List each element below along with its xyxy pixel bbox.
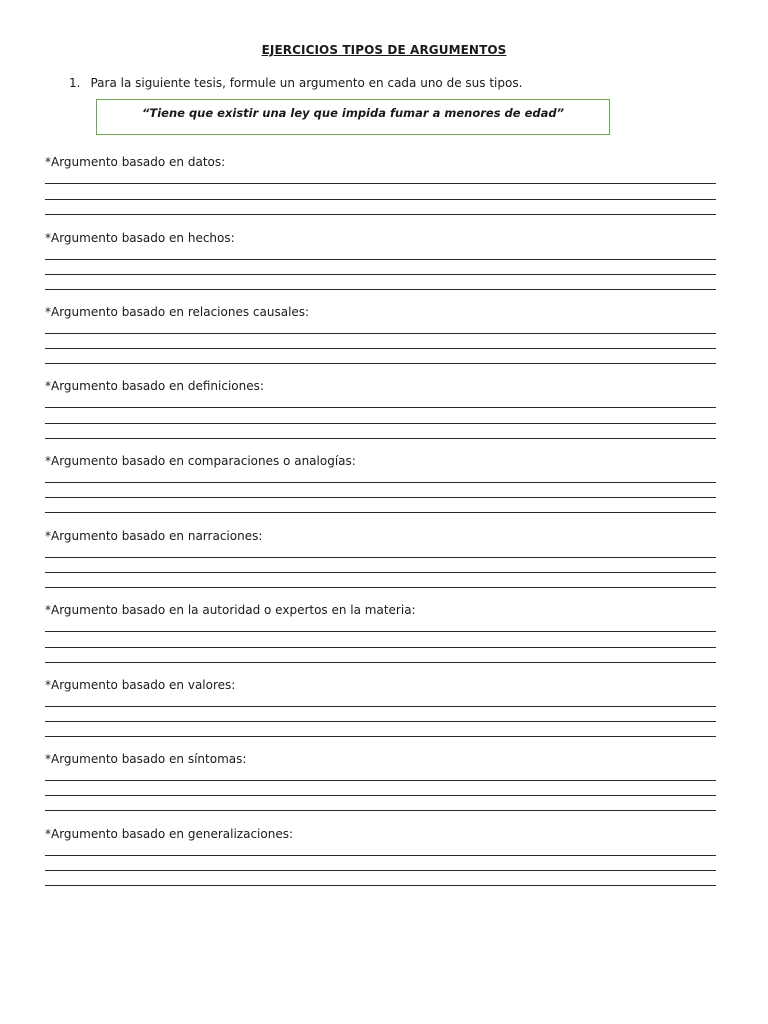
answer-line[interactable]	[45, 557, 716, 558]
answer-line[interactable]	[45, 706, 716, 707]
answer-line[interactable]	[45, 795, 716, 796]
section-label: *Argumento basado en datos:	[45, 155, 226, 169]
answer-line[interactable]	[45, 259, 716, 260]
thesis-box	[96, 99, 610, 135]
answer-line[interactable]	[45, 497, 716, 498]
answer-line[interactable]	[45, 647, 716, 648]
answer-line[interactable]	[45, 572, 716, 573]
section-label: *Argumento basado en relaciones causales:	[45, 305, 310, 319]
section-comparaciones	[45, 454, 717, 514]
answer-line[interactable]	[45, 423, 716, 424]
answer-line[interactable]	[45, 183, 716, 184]
section-label: *Argumento basado en la autoridad o expertos en la materia:	[45, 603, 416, 617]
section-definiciones	[45, 379, 717, 439]
answer-line[interactable]	[45, 721, 716, 722]
section-label: *Argumento basado en hechos:	[45, 231, 235, 245]
answer-line[interactable]	[45, 587, 716, 588]
answer-line[interactable]	[45, 407, 716, 408]
answer-line[interactable]	[45, 333, 716, 334]
answer-line[interactable]	[45, 810, 716, 811]
instruction-number: 1.	[69, 76, 81, 90]
thesis-text: “Tiene que existir una ley que impida fumar a menores de edad”	[141, 106, 565, 120]
answer-line[interactable]	[45, 348, 716, 349]
answer-line[interactable]	[45, 289, 716, 290]
section-label: *Argumento basado en generalizaciones:	[45, 827, 293, 841]
answer-line[interactable]	[45, 512, 716, 513]
answer-line[interactable]	[45, 274, 716, 275]
answer-line[interactable]	[45, 662, 716, 663]
worksheet-title: EJERCICIOS TIPOS DE ARGUMENTOS	[261, 43, 507, 57]
section-datos	[45, 155, 717, 215]
answer-line[interactable]	[45, 214, 716, 215]
section-label: *Argumento basado en narraciones:	[45, 529, 263, 543]
section-relaciones-causales	[45, 305, 717, 365]
answer-line[interactable]	[45, 482, 716, 483]
instruction	[69, 76, 522, 90]
section-label: *Argumento basado en síntomas:	[45, 752, 247, 766]
section-sintomas	[45, 752, 717, 812]
answer-line[interactable]	[45, 199, 716, 200]
section-narraciones	[45, 529, 717, 589]
section-hechos	[45, 231, 717, 291]
answer-line[interactable]	[45, 780, 716, 781]
answer-line[interactable]	[45, 631, 716, 632]
section-label: *Argumento basado en definiciones:	[45, 379, 264, 393]
instruction-text: Para la siguiente tesis, formule un argumento en cada uno de sus tipos.	[90, 76, 523, 90]
answer-line[interactable]	[45, 736, 716, 737]
answer-line[interactable]	[45, 855, 716, 856]
answer-line[interactable]	[45, 438, 716, 439]
answer-line[interactable]	[45, 870, 716, 871]
section-label: *Argumento basado en comparaciones o analogías:	[45, 454, 356, 468]
section-label: *Argumento basado en valores:	[45, 678, 236, 692]
section-valores	[45, 678, 717, 738]
answer-line[interactable]	[45, 885, 716, 886]
section-generalizaciones	[45, 827, 717, 887]
section-autoridad	[45, 603, 717, 663]
answer-line[interactable]	[45, 363, 716, 364]
